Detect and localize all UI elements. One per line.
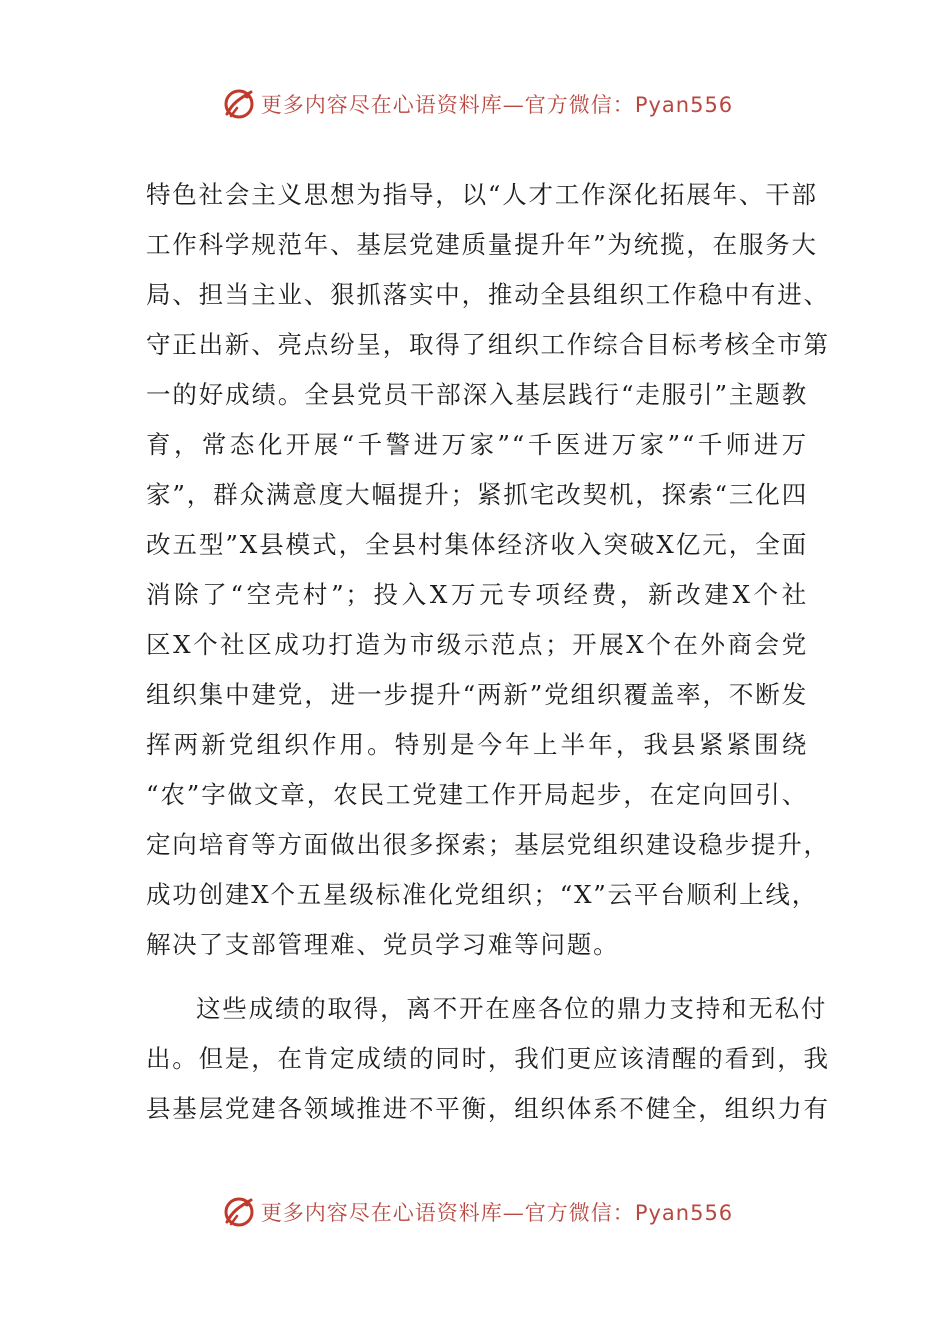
banner-label: 更多内容尽在心语资料库—官方微信： [260,93,635,117]
banner-label: 更多内容尽在心语资料库—官方微信： [260,1201,635,1225]
wechat-id: Pyan556 [634,1201,734,1225]
text-line: 家”，群众满意度大幅提升；紧抓宅改契机，探索“三化四 [146,480,808,509]
text-line: 局、担当主业、狠抓落实中，推动全县组织工作稳中有进、 [146,280,830,309]
text-line: 出。但是，在肯定成绩的同时，我们更应该清醒的看到，我 [146,1044,830,1073]
text-line: 消除了“空壳村”；投入X万元专项经费，新改建X个社 [146,580,808,609]
wechat-id: Pyan556 [634,93,734,117]
text-line: 这些成绩的取得，离不开在座各位的鼎力支持和无私付 [196,994,828,1023]
footer-banner [0,1190,950,1234]
text-line: “农”字做文章，农民工党建工作开局起步，在定向回引、 [146,780,808,809]
header-banner [0,82,950,126]
text-line: 定向培育等方面做出很多探索；基层党组织建设稳步提升， [146,830,830,859]
banner-text [261,1197,733,1227]
paragraph-1 [146,170,830,970]
text-line: 县基层党建各领域推进不平衡，组织体系不健全，组织力有 [146,1094,830,1123]
text-line: 改五型”X县模式，全县村集体经济收入突破X亿元，全面 [146,530,808,559]
text-line: 挥两新党组织作用。特别是今年上半年，我县紧紧围绕 [146,730,808,759]
text-line: 育，常态化开展“千警进万家”“千医进万家”“千师进万 [146,430,808,459]
text-line: 守正出新、亮点纷呈，取得了组织工作综合目标考核全市第 [146,330,830,359]
text-line: 解决了支部管理难、党员学习难等问题。 [146,930,620,959]
text-line: 工作科学规范年、基层党建质量提升年”为统揽，在服务大 [146,230,818,259]
text-line: 组织集中建党，进一步提升“两新”党组织覆盖率，不断发 [146,680,808,709]
text-line: 区X个社区成功打造为市级示范点；开展X个在外商会党 [146,630,808,659]
text-line: 特色社会主义思想为指导，以“人才工作深化拓展年、干部 [146,180,818,209]
banner-text [261,89,733,119]
text-line: 一的好成绩。全县党员干部深入基层践行“走服引”主题教 [146,380,808,409]
brand-logo-icon [217,1192,257,1232]
paragraph-2 [146,984,830,1134]
document-body [146,170,830,1134]
brand-logo-icon [217,84,257,124]
text-line: 成功创建X个五星级标准化党组织；“X”云平台顺利上线， [146,880,819,909]
